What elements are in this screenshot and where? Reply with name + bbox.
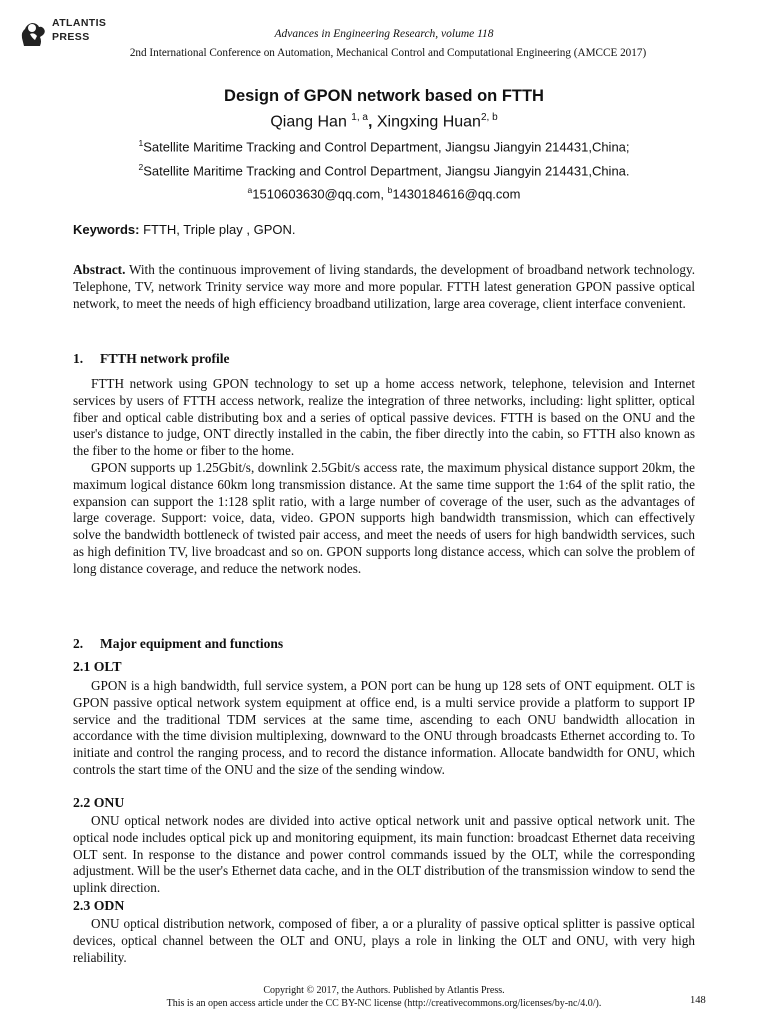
subsection-2-3-heading: 2.3 ODN xyxy=(73,898,125,913)
author-separator: , xyxy=(367,113,377,131)
paragraph: GPON supports up 1.25Gbit/s, downlink 2.5Gbit/s access rate, the maximum physical distance support 20km, the maximum logical distance 60km long transmission distance. At the same time support the 1:64 of the split ratio, the expansion can support the 1:128 split ratio, with a large number of coverage of the user, such as the advantages of large coverage. Support: voice, data, video. GPON supports high bandwidth transmission, which can effectively solve the bandwidth bottleneck of twisted pair access, and meet the needs of users for high bandwidth services, such as high definition TV, live broadcast and so on. GPON supports long distance access, which can solve the problem of long distance coverage, and reduce the network nodes. xyxy=(73,459,695,576)
affiliation-1 xyxy=(0,138,768,154)
publisher-name-line2: PRESS xyxy=(52,31,90,43)
author-1-affil: 1, a xyxy=(351,112,368,123)
email-2: 1430184616@qq.com xyxy=(392,186,521,202)
paper-title: Design of GPON network based on FTTH xyxy=(224,87,544,105)
section-1-number: 1. xyxy=(73,351,84,366)
subsection-2-3-body xyxy=(73,916,695,966)
section-1-title: FTTH network profile xyxy=(100,351,230,366)
keywords xyxy=(73,222,296,237)
paragraph: ONU optical distribution network, composed of fiber, a or a plurality of passive optical splitter is passive optical devices, optical channel between the OLT and ONU, plays a role in linking the OLT and ONU, with very high reliability. xyxy=(73,916,695,965)
section-2-title: Major equipment and functions xyxy=(100,636,284,651)
author-2: Xingxing Huan xyxy=(376,113,481,131)
affiliation-2-mark: 2 xyxy=(138,162,144,172)
author-1: Qiang Han xyxy=(270,113,347,131)
publisher-name-line1: ATLANTIS xyxy=(52,17,107,29)
affiliation-1-text: Satellite Maritime Tracking and Control Department, Jiangsu Jiangyin 214431,China; xyxy=(143,139,630,155)
abstract xyxy=(73,262,695,312)
author-2-affil: 2, b xyxy=(480,112,498,123)
section-2-heading xyxy=(73,636,283,652)
subsection-2-2-body xyxy=(73,813,695,897)
keywords-text: FTTH, Triple play , GPON. xyxy=(139,222,296,237)
subsection-2-1-body xyxy=(73,678,695,779)
section-1-body xyxy=(73,376,695,578)
keywords-label: Keywords: xyxy=(73,222,140,237)
email-1: 1510603630@qq.com, xyxy=(252,186,388,202)
email-2-mark: b xyxy=(387,185,393,195)
email-1-mark: a xyxy=(247,185,253,195)
section-1-heading xyxy=(73,351,230,367)
affiliation-2-text: Satellite Maritime Tracking and Control Department, Jiangsu Jiangyin 214431,China. xyxy=(143,163,630,179)
affiliation-1-mark: 1 xyxy=(138,138,144,148)
abstract-label: Abstract. xyxy=(73,262,126,277)
affiliation-2 xyxy=(0,162,768,178)
subsection-2-1-heading: 2.1 OLT xyxy=(73,659,122,674)
license-notice: This is an open access article under the CC BY-NC license (http://creativecommons.org/licenses/by-nc/4.0/). xyxy=(166,998,602,1009)
author-line xyxy=(0,112,768,131)
abstract-text: With the continuous improvement of living standards, the development of broadband network technology. Telephone, TV, network Trinity service way more and more popular. FTTH latest generation GPON passive optical network, to meet the needs of high efficiency broadband utilization, large area coverage, client interface convenient. xyxy=(73,262,695,311)
journal-title: Advances in Engineering Research, volume 118 xyxy=(274,28,494,40)
paragraph: FTTH network using GPON technology to set up a home access network, telephone, television and Internet services by users of FTTH access network, realize the integration of three networks, including: light splitter, optical fiber and optical cable distributing box and a series of optical passive devices. FTTH is based on the ONU and the user's distance to judge, ONT directly installed in the cabin, the fiber directly into the cabin, so FTTH also known as the fiber to the home or fiber to the home. xyxy=(73,376,695,459)
paragraph: ONU optical network nodes are divided into active optical network unit and passive optical network unit. The optical node includes optical pick up and monitoring equipment, its main function: broadcast Ethernet data receiving OLT sent. In response to the distance and power control commands issued by the OLT, while the corresponding adjustment. Will be the user's Ethernet data cache, and in the OLT distribution of the transmission window to send the uplink direction. xyxy=(73,813,695,896)
paragraph: GPON is a high bandwidth, full service system, a PON port can be hung up 128 sets of ONT equipment. OLT is GPON passive optical network system equipment at office end, is a multi service provide a platform to support IP service and the traditional TDM services at the same time, ascending to each ONU bandwidth allocation in accordance with the time division multiplexing, downward to the ONU through broadcasts Ethernet according to. To initiate and control the ranging process, and to record the distance information. Allocate bandwidth for ONU, which controls the start time of the ONU and the size of the sending window. xyxy=(73,678,695,777)
copyright-notice: Copyright © 2017, the Authors. Published by Atlantis Press. xyxy=(263,985,505,996)
emails xyxy=(0,185,768,201)
conference-title: 2nd International Conference on Automation, Mechanical Control and Computational Engineering (AMCCE 2017) xyxy=(129,47,647,59)
section-2-number: 2. xyxy=(73,636,84,651)
subsection-2-2-heading: 2.2 ONU xyxy=(73,795,125,810)
page-number: 148 xyxy=(690,995,706,1006)
